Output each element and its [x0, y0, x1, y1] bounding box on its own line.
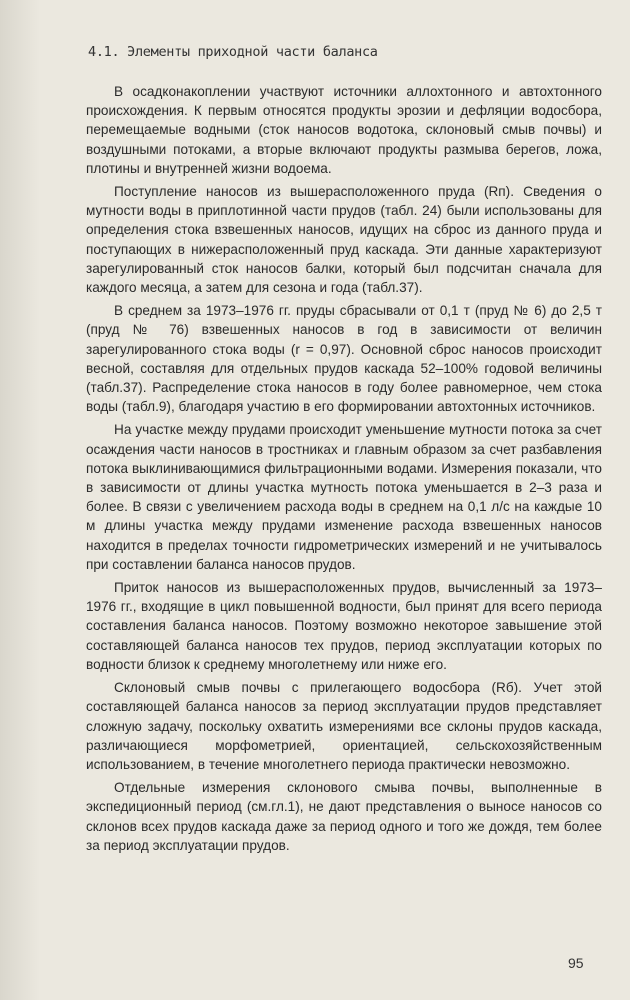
paragraph-6: Склоновый смыв почвы с прилегающего водосбора (Rб). Учет этой составляющей баланса наносов за период эксплуатации прудов представляет сложную задачу, поскольку охватить измерениями все склоны прудов каскада, различающиеся морфометрией, ориентацией, сельскохозяйственным использованием, в течение многолетнего периода практически невозможно. [86, 680, 602, 772]
page-content [86, 44, 602, 859]
page-number: 95 [568, 955, 584, 971]
paragraph-1: В осадконакоплении участвуют источники аллохтонного и автохтонного происхождения. К первым относятся продукты эрозии и дефляции водосбора, перемещаемые водными (сток наносов водотока, склоновый смыв почвы) и воздушными потоками, а вторые включают продукты размыва берегов, ложа, плотины и внутренней жизни водоема. [86, 84, 602, 176]
paragraph-3: В среднем за 1973–1976 гг. пруды сбрасывали от 0,1 т (пруд № 6) до 2,5 т (пруд № 76) взвешенных наносов в год в зависимости от величин зарегулированного стока воды (r = 0,97). Основной сброс наносов происходит весной, составляя для отдельных прудов каскада 52–100% годовой величины (табл.37). Распределение стока наносов в году более равномерное, чем стока воды (табл.9), благодаря участию в его формировании автохтонных источников. [86, 303, 602, 415]
paragraph-2: Поступление наносов из вышерасположенного пруда (Rп). Сведения о мутности воды в приплотинной части прудов (табл. 24) были использованы для определения стока взвешенных наносов, идущих на сброс из данного пруда и поступающих в нижерасположенный пруд каскада. Эти данные характеризуют зарегулированный сток наносов балки, который был подсчитан сначала для каждого месяца, а затем для сезона и года (табл.37). [86, 184, 602, 296]
section-heading: 4.1. Элементы приходной части баланса [88, 44, 378, 60]
paragraph-4: На участке между прудами происходит уменьшение мутности потока за счет осаждения части наносов в тростниках и главным образом за счет разбавления потока выклинивающимися фильтрационными водами. Измерения показали, что в зависимости от длины участка мутность потока уменьшается в 2–3 раза и более. В связи с увеличением расхода воды в среднем на 0,1 л/с на каждые 10 м длины участка между прудами изменение расхода взвешенных наносов находится в пределах точности гидрометрических измерений и не учитывалось при составлении баланса наносов прудов. [86, 422, 602, 572]
paragraph-5: Приток наносов из вышерасположенных прудов, вычисленный за 1973–1976 гг., входящие в цикл повышенной водности, был принят для всего периода составления баланса наносов. Поэтому возможно некоторое завышение этой составляющей баланса наносов тех прудов, период эксплуатации которых по водности близок к среднему многолетнему или ниже его. [86, 580, 602, 672]
paragraph-7: Отдельные измерения склонового смыва почвы, выполненные в экспедиционный период (см.гл.1), не дают представления о выносе наносов со склонов всех прудов каскада даже за период одного и того же дождя, тем более за период эксплуатации прудов. [86, 780, 602, 853]
